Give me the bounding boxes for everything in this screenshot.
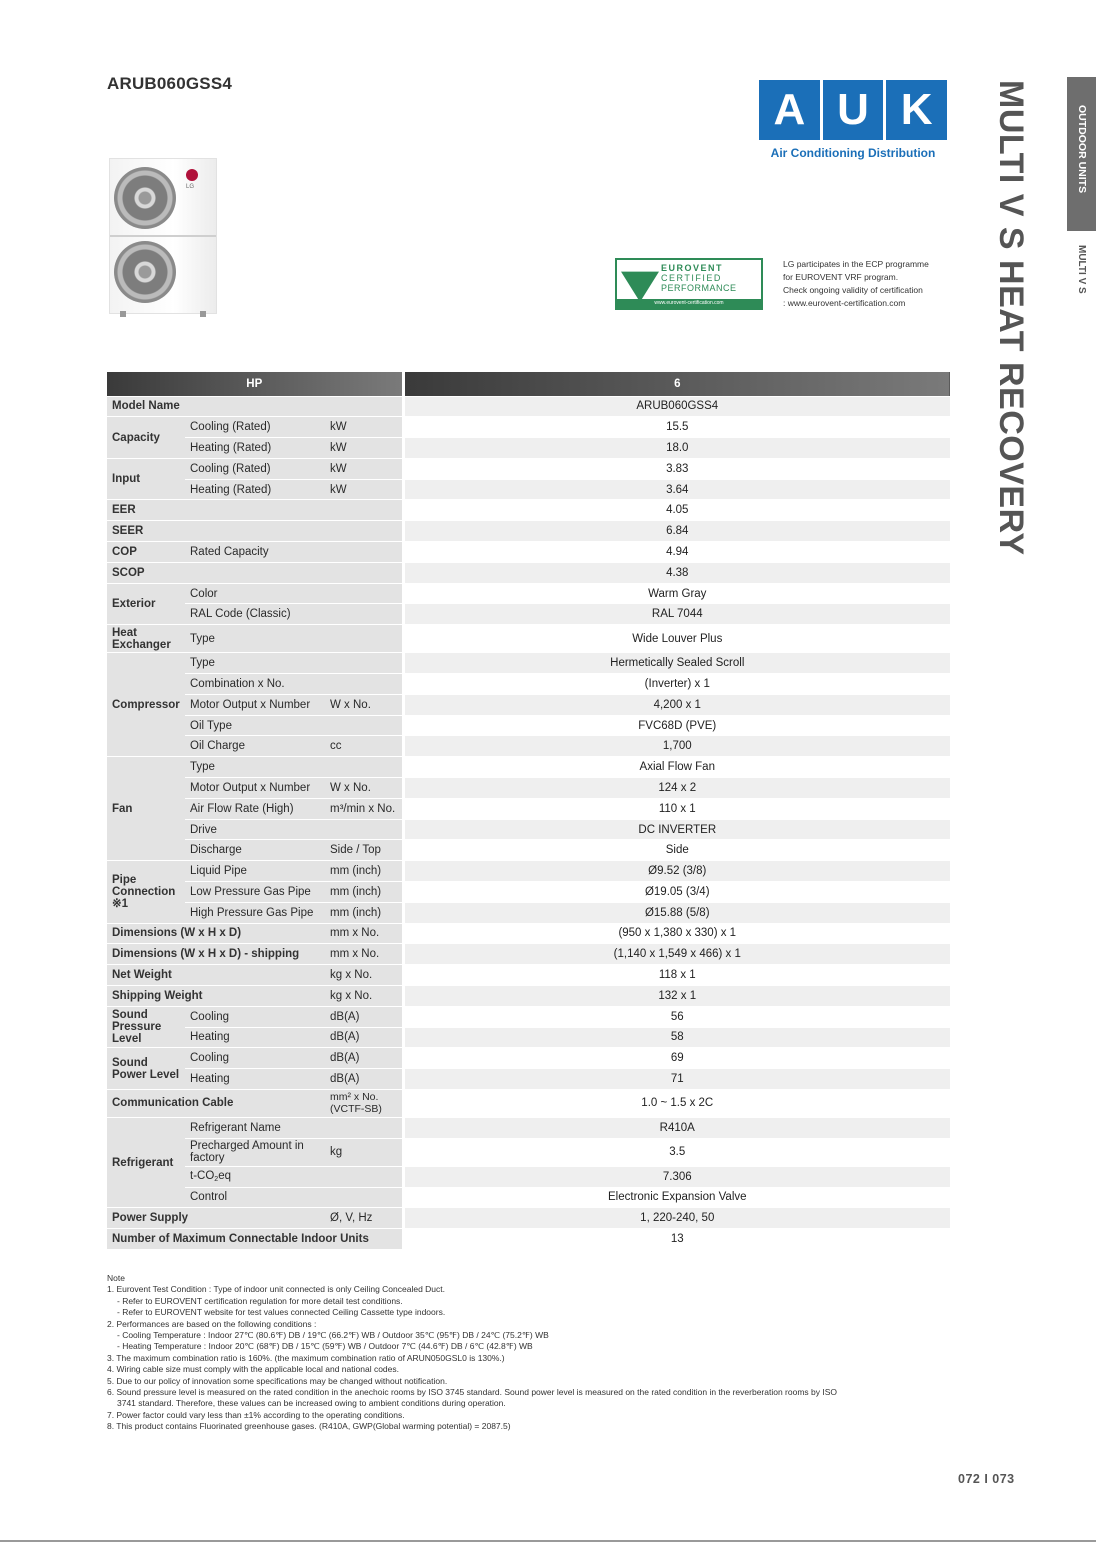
table-row bbox=[107, 396, 950, 417]
row-group: Heat Exchanger bbox=[107, 625, 185, 653]
row-group: Number of Maximum Connectable Indoor Units bbox=[107, 1229, 403, 1250]
table-row bbox=[107, 965, 950, 986]
row-label: Combination x No. bbox=[185, 674, 403, 695]
row-value: 4.38 bbox=[403, 562, 950, 583]
table-row bbox=[107, 479, 950, 500]
row-group: Input bbox=[107, 458, 185, 500]
row-group: Exterior bbox=[107, 583, 185, 625]
row-label: Discharge bbox=[185, 840, 325, 861]
eurovent-check-icon bbox=[621, 264, 659, 302]
eurovent-note-line: Check ongoing validity of certification bbox=[783, 285, 923, 295]
row-group: Refrigerant bbox=[107, 1118, 185, 1208]
row-value: 1.0 ~ 1.5 x 2C bbox=[403, 1090, 950, 1118]
note-line: - Heating Temperature : Indoor 20℃ (68℉) DB / 15℃ (59℉) WB / Outdoor 7℃ (44.6℉) DB / 6℃ (42.8℉) WB bbox=[117, 1341, 533, 1352]
row-group: Compressor bbox=[107, 653, 185, 757]
note-line: 5. Due to our policy of innovation some specifications may be changed without notification. bbox=[107, 1375, 448, 1386]
row-group: Communication Cable bbox=[107, 1090, 325, 1118]
row-value: 110 x 1 bbox=[403, 798, 950, 819]
row-label: Heating bbox=[185, 1027, 325, 1048]
fan-grille-top bbox=[114, 167, 176, 229]
table-row bbox=[107, 1208, 950, 1229]
table-row bbox=[107, 1138, 950, 1166]
row-label: Motor Output x Number bbox=[185, 694, 325, 715]
table-row bbox=[107, 861, 950, 882]
table-row bbox=[107, 521, 950, 542]
row-value: 1, 220-240, 50 bbox=[403, 1208, 950, 1229]
model-title: ARUB060GSS4 bbox=[107, 74, 233, 93]
table-row bbox=[107, 1090, 950, 1118]
row-unit: kg bbox=[325, 1138, 403, 1166]
row-label: High Pressure Gas Pipe bbox=[185, 902, 325, 923]
table-row bbox=[107, 438, 950, 459]
row-value: ARUB060GSS4 bbox=[403, 396, 950, 417]
row-group: Model Name bbox=[107, 396, 403, 417]
row-value: Ø9.52 (3/8) bbox=[403, 861, 950, 882]
row-value: 58 bbox=[403, 1027, 950, 1048]
table-row bbox=[107, 778, 950, 799]
row-group: Dimensions (W x H x D) bbox=[107, 923, 325, 944]
row-label: Type bbox=[185, 757, 403, 778]
side-tab-label: MULTI V S bbox=[1076, 245, 1087, 294]
note-line: 2. Performances are based on the following conditions : bbox=[107, 1318, 317, 1329]
row-unit: m³/min x No. bbox=[325, 798, 403, 819]
row-label: Control bbox=[185, 1187, 403, 1208]
auk-logo bbox=[759, 80, 947, 140]
row-label: Color bbox=[185, 583, 403, 604]
row-group: Pipe Connection ※1 bbox=[107, 861, 185, 923]
row-group: Net Weight bbox=[107, 965, 325, 986]
logo-letter: K bbox=[900, 85, 933, 134]
spec-table bbox=[107, 372, 950, 1250]
row-unit: mm (inch) bbox=[325, 902, 403, 923]
eurovent-note-line: LG participates in the ECP programme bbox=[783, 259, 929, 269]
tco2-label: t-CO bbox=[190, 1170, 215, 1183]
row-unit: mm (inch) bbox=[325, 882, 403, 903]
row-label: Refrigerant Name bbox=[185, 1118, 403, 1139]
row-value: (Inverter) x 1 bbox=[403, 674, 950, 695]
row-value: Axial Flow Fan bbox=[403, 757, 950, 778]
table-row bbox=[107, 715, 950, 736]
fan-grille-bottom bbox=[114, 241, 176, 303]
row-unit: kW bbox=[325, 417, 403, 438]
table-row bbox=[107, 500, 950, 521]
row-unit: kW bbox=[325, 458, 403, 479]
table-row bbox=[107, 819, 950, 840]
row-label: Liquid Pipe bbox=[185, 861, 325, 882]
table-row bbox=[107, 1229, 950, 1250]
row-label: Cooling bbox=[185, 1048, 325, 1069]
table-row bbox=[107, 1048, 950, 1069]
table-header bbox=[107, 372, 950, 396]
side-tab-multi-v-s bbox=[1067, 245, 1096, 305]
note-line: 3. The maximum combination ratio is 160%. (the maximum combination ratio of ARUN050GSL0 is 130%.) bbox=[107, 1352, 505, 1363]
row-value: 132 x 1 bbox=[403, 986, 950, 1007]
table-row bbox=[107, 882, 950, 903]
vertical-heading bbox=[992, 80, 1036, 590]
row-label: Precharged Amount in factory bbox=[185, 1138, 325, 1166]
row-unit: cc bbox=[325, 736, 403, 757]
table-row bbox=[107, 1069, 950, 1090]
row-value: 6.84 bbox=[403, 521, 950, 542]
row-label: Cooling (Rated) bbox=[185, 417, 325, 438]
note-line: - Refer to EUROVENT certification regulation for more detail test conditions. bbox=[117, 1295, 403, 1306]
vertical-heading-text: MULTI V S HEAT RECOVERY bbox=[992, 80, 1030, 556]
row-unit: kg x No. bbox=[325, 965, 403, 986]
table-row bbox=[107, 757, 950, 778]
table-row bbox=[107, 1027, 950, 1048]
row-group: COP bbox=[107, 542, 185, 563]
table-row bbox=[107, 583, 950, 604]
table-row bbox=[107, 1166, 950, 1187]
row-group: SEER bbox=[107, 521, 403, 542]
row-value: R410A bbox=[403, 1118, 950, 1139]
row-value: Side bbox=[403, 840, 950, 861]
table-row bbox=[107, 923, 950, 944]
table-row bbox=[107, 694, 950, 715]
table-row bbox=[107, 986, 950, 1007]
table-row bbox=[107, 653, 950, 674]
row-value: 3.64 bbox=[403, 479, 950, 500]
row-value: 3.5 bbox=[403, 1138, 950, 1166]
page-number: 072 I 073 bbox=[958, 1472, 1015, 1486]
row-unit: kW bbox=[325, 438, 403, 459]
table-row bbox=[107, 562, 950, 583]
row-value: Ø19.05 (3/4) bbox=[403, 882, 950, 903]
row-value: 3.83 bbox=[403, 458, 950, 479]
row-group: EER bbox=[107, 500, 403, 521]
note-line: 8. This product contains Fluorinated greenhouse gases. (R410A, GWP(Global warming potential) = 2087.5) bbox=[107, 1421, 511, 1432]
row-value: RAL 7044 bbox=[403, 604, 950, 625]
row-value: 4.05 bbox=[403, 500, 950, 521]
row-unit: W x No. bbox=[325, 778, 403, 799]
note-line: 1. Eurovent Test Condition : Type of indoor unit connected is only Ceiling Concealed Duct. bbox=[107, 1284, 445, 1295]
row-value: 69 bbox=[403, 1048, 950, 1069]
row-unit: W x No. bbox=[325, 694, 403, 715]
table-row bbox=[107, 417, 950, 438]
row-value: 4.94 bbox=[403, 542, 950, 563]
lg-logo-icon bbox=[186, 169, 198, 181]
note-line: Note bbox=[107, 1273, 125, 1283]
side-tab-label: OUTDOOR UNITS bbox=[1076, 105, 1088, 194]
row-label: Heating bbox=[185, 1069, 325, 1090]
row-value: 124 x 2 bbox=[403, 778, 950, 799]
row-value: 4,200 x 1 bbox=[403, 694, 950, 715]
row-group: Dimensions (W x H x D) - shipping bbox=[107, 944, 325, 965]
row-label: Oil Type bbox=[185, 715, 403, 736]
eurovent-note-line: : www.eurovent-certification.com bbox=[783, 298, 906, 308]
row-value: 18.0 bbox=[403, 438, 950, 459]
logo-letter: U bbox=[823, 80, 887, 140]
table-row bbox=[107, 1118, 950, 1139]
row-unit: kW bbox=[325, 479, 403, 500]
row-group: SCOP bbox=[107, 562, 403, 583]
row-group: Shipping Weight bbox=[107, 986, 325, 1007]
row-value: Warm Gray bbox=[403, 583, 950, 604]
row-unit: Ø, V, Hz bbox=[325, 1208, 403, 1229]
row-value: 71 bbox=[403, 1069, 950, 1090]
footnotes bbox=[107, 1273, 957, 1433]
row-label: Rated Capacity bbox=[185, 542, 403, 563]
row-group: Power Supply bbox=[107, 1208, 325, 1229]
row-unit: mm x No. bbox=[325, 923, 403, 944]
table-row bbox=[107, 736, 950, 757]
eurovent-url: www.eurovent-certification.com bbox=[617, 299, 761, 308]
table-row bbox=[107, 458, 950, 479]
row-unit: Side / Top bbox=[325, 840, 403, 861]
row-value: Wide Louver Plus bbox=[403, 625, 950, 653]
row-group: Fan bbox=[107, 757, 185, 861]
row-unit: dB(A) bbox=[325, 1048, 403, 1069]
row-label: Drive bbox=[185, 819, 403, 840]
row-value: 7.306 bbox=[403, 1166, 950, 1187]
unit-divider bbox=[110, 235, 216, 237]
table-row bbox=[107, 1006, 950, 1027]
row-unit: dB(A) bbox=[325, 1027, 403, 1048]
eurovent-note bbox=[783, 258, 953, 310]
logo-letter: A bbox=[759, 80, 823, 140]
row-unit: dB(A) bbox=[325, 1006, 403, 1027]
eurovent-line: EUROVENT bbox=[661, 263, 724, 273]
eurovent-line: CERTIFIED bbox=[661, 273, 722, 283]
row-value: (950 x 1,380 x 330) x 1 bbox=[403, 923, 950, 944]
table-row bbox=[107, 604, 950, 625]
row-unit: mm² x No. (VCTF-SB) bbox=[325, 1090, 403, 1118]
row-label: Oil Charge bbox=[185, 736, 325, 757]
header-hp: HP bbox=[107, 372, 403, 396]
row-label: Air Flow Rate (High) bbox=[185, 798, 325, 819]
side-tab-outdoor-units bbox=[1067, 77, 1096, 231]
note-line: - Cooling Temperature : Indoor 27℃ (80.6℉) DB / 19℃ (66.2℉) WB / Outdoor 35℃ (95℉) DB / 24℃ (75.2℉) WB bbox=[117, 1330, 549, 1341]
unit-foot bbox=[200, 311, 206, 317]
tco2-subscript: 2 bbox=[214, 1176, 219, 1184]
table-row bbox=[107, 902, 950, 923]
row-label: Type bbox=[185, 653, 403, 674]
row-value: 56 bbox=[403, 1006, 950, 1027]
table-row bbox=[107, 1187, 950, 1208]
tco2-label-tail: eq bbox=[218, 1170, 231, 1183]
note-line: 6. Sound pressure level is measured on the rated condition in the anechoic rooms by ISO 3745 standard. Sound power level is measured on the rated condition in the reverberation rooms by ISO bbox=[107, 1387, 838, 1398]
outdoor-unit-image bbox=[109, 158, 217, 314]
row-value: DC INVERTER bbox=[403, 819, 950, 840]
table-row bbox=[107, 542, 950, 563]
row-label bbox=[185, 1166, 403, 1187]
eurovent-line: PERFORMANCE bbox=[661, 283, 737, 293]
lg-logo-text: LG bbox=[186, 184, 195, 190]
eurovent-badge bbox=[615, 258, 763, 310]
header-value: 6 bbox=[403, 372, 950, 396]
row-group: Sound Pressure Level bbox=[107, 1006, 185, 1048]
note-line: 4. Wiring cable size must comply with the applicable local and national codes. bbox=[107, 1364, 399, 1375]
table-row bbox=[107, 944, 950, 965]
row-label: Cooling (Rated) bbox=[185, 458, 325, 479]
row-label: Motor Output x Number bbox=[185, 778, 325, 799]
row-value: Ø15.88 (5/8) bbox=[403, 902, 950, 923]
row-value: (1,140 x 1,549 x 466) x 1 bbox=[403, 944, 950, 965]
row-label: Heating (Rated) bbox=[185, 479, 325, 500]
unit-foot bbox=[120, 311, 126, 317]
note-line: - Refer to EUROVENT website for test values connected Ceiling Cassette type indoors. bbox=[117, 1307, 446, 1318]
row-value: 118 x 1 bbox=[403, 965, 950, 986]
table-row bbox=[107, 840, 950, 861]
table-row bbox=[107, 625, 950, 653]
table-row bbox=[107, 798, 950, 819]
row-value: 13 bbox=[403, 1229, 950, 1250]
eurovent-note-line: for EUROVENT VRF program. bbox=[783, 272, 899, 282]
row-unit: dB(A) bbox=[325, 1069, 403, 1090]
table-row bbox=[107, 674, 950, 695]
row-label: Type bbox=[185, 625, 403, 653]
row-group: Sound Power Level bbox=[107, 1048, 185, 1090]
row-value: Hermetically Sealed Scroll bbox=[403, 653, 950, 674]
row-label: Cooling bbox=[185, 1006, 325, 1027]
row-value: FVC68D (PVE) bbox=[403, 715, 950, 736]
note-line: 7. Power factor could vary less than ±1% according to the operating conditions. bbox=[107, 1409, 405, 1420]
row-group: Capacity bbox=[107, 417, 185, 459]
row-label: Heating (Rated) bbox=[185, 438, 325, 459]
logo-tagline: Air Conditioning Distribution bbox=[770, 146, 936, 160]
row-unit: mm x No. bbox=[325, 944, 403, 965]
row-unit: mm (inch) bbox=[325, 861, 403, 882]
note-line: 3741 standard. Therefore, these values can be increased owing to ambient conditions during operation. bbox=[117, 1398, 506, 1409]
row-value: 1,700 bbox=[403, 736, 950, 757]
row-label: Low Pressure Gas Pipe bbox=[185, 882, 325, 903]
row-unit: kg x No. bbox=[325, 986, 403, 1007]
row-value: 15.5 bbox=[403, 417, 950, 438]
row-label: RAL Code (Classic) bbox=[185, 604, 403, 625]
row-value: Electronic Expansion Valve bbox=[403, 1187, 950, 1208]
